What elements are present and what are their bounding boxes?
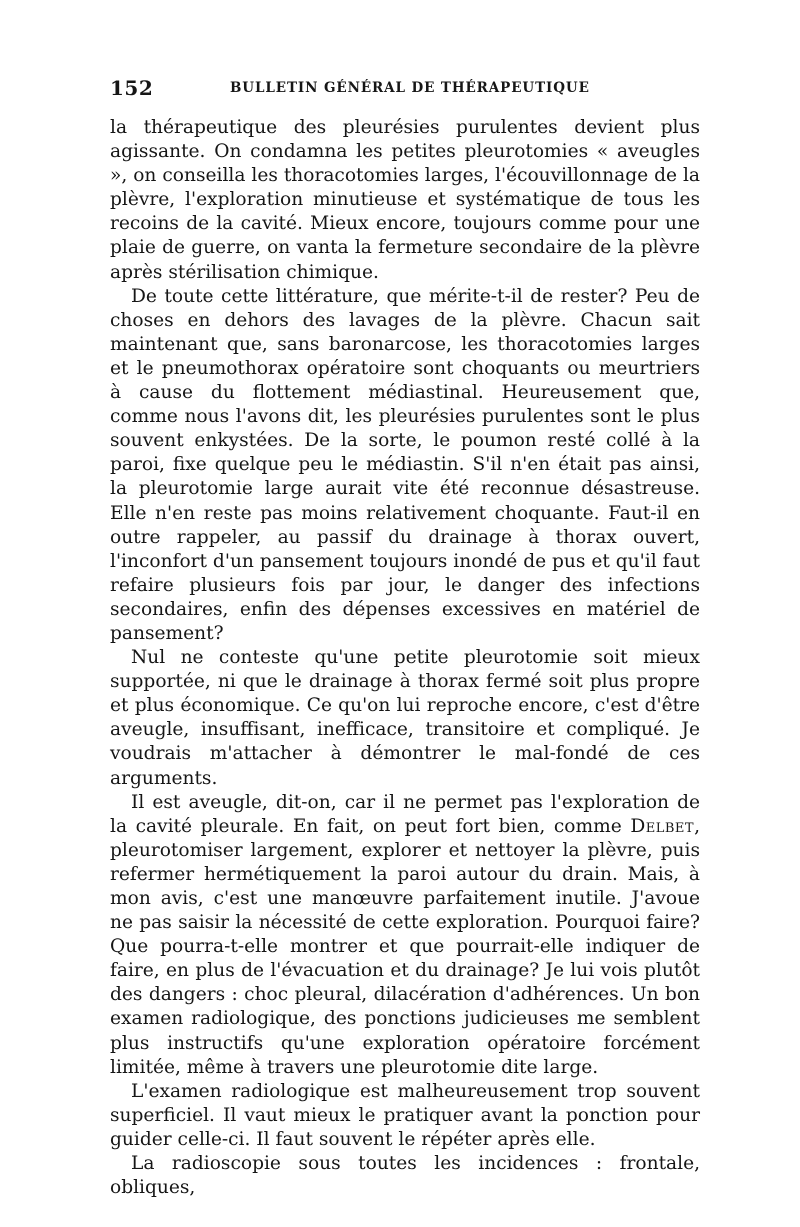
page-header — [110, 76, 700, 100]
paragraph-3: Nul ne conteste qu'une petite pleurotomie soit mieux supportée, ni que le drainage à thorax fermé soit plus propre et plus économique. Ce qu'on lui reproche encore, c'est d'être aveugle, insuffisant, inefficace, transitoire et compliqué. Je voudrais m'attacher à démontrer le mal-fondé de ces arguments. — [110, 647, 700, 789]
running-title: BULLETIN GÉNÉRAL DE THÉRAPEUTIQUE — [230, 80, 590, 96]
paragraph-1: la thérapeutique des pleurésies purulentes devient plus agissante. On condamna les petites pleurotomies « aveugles », on conseilla les thoracotomies larges, l'écouvillonnage de la plèvre, l'exploration minutieuse et systématique de tous les recoins de la cavité. Mieux encore, toujours comme pour une plaie de guerre, on vanta la fermeture secondaire de la plèvre après stérilisation chimique. — [110, 117, 700, 283]
paragraph-5: L'examen radiologique est malheureusement trop souvent superficiel. Il vaut mieux le pratiquer avant la ponction pour guider celle-ci. Il faut souvent le répéter après elle. — [110, 1080, 700, 1150]
paragraph-6: La radioscopie sous toutes les incidences : frontale, obliques, — [110, 1153, 700, 1199]
page-number: 152 — [110, 76, 154, 100]
paragraph-2: De toute cette littérature, que mérite-t-il de rester? Peu de choses en dehors des lavages de la plèvre. Chacun sait maintenant que, sans baronarcose, les thoracotomies larges et le pneumothorax opératoire sont choquants ou meurtriers à cause du flottement médiastinal. Heureusement que, comme nous l'avons dit, les pleurésies purulentes sont le plus souvent enkystées. De la sorte, le poumon resté collé à la paroi, fixe quelque peu le médiastin. S'il n'en était pas ainsi, la pleurotomie large aurait vite été reconnue désastreuse. Elle n'en reste pas moins relativement choquante. Faut-il en outre rappeler, au passif du drainage à thorax ouvert, l'inconfort d'un pansement toujours inondé de pus et qu'il faut refaire plusieurs fois par jour, le danger des infections secondaires, enfin des dépenses excessives en matériel de pansement? — [110, 285, 700, 644]
author-name: Delbet — [630, 815, 695, 837]
paragraph-4 — [110, 791, 700, 1080]
body-text — [110, 116, 700, 1200]
paragraph-4-text-start: Il est aveugle, dit-on, car il ne permet pas l'exploration de la cavité pleurale. En fait, on peut fort bien, comme — [110, 791, 700, 837]
paragraph-4-text-end: , pleurotomiser largement, explorer et nettoyer la plèvre, puis refermer hermétiquement la paroi autour du drain. Mais, à mon avis, c'est une manœuvre parfaitement inutile. J'avoue ne pas saisir la nécessité de cette exploration. Pourquoi faire? Que pourra-t-elle montrer et que pourrait-elle indiquer de faire, en plus de l'évacuation et du drainage? Je lui vois plutôt des dangers : choc pleural, dilacération d'adhérences. Un bon examen radiologique, des ponctions judicieuses me semblent plus instructifs qu'une exploration opératoire forcément limitée, même à travers une pleurotomie dite large. — [110, 815, 700, 1078]
